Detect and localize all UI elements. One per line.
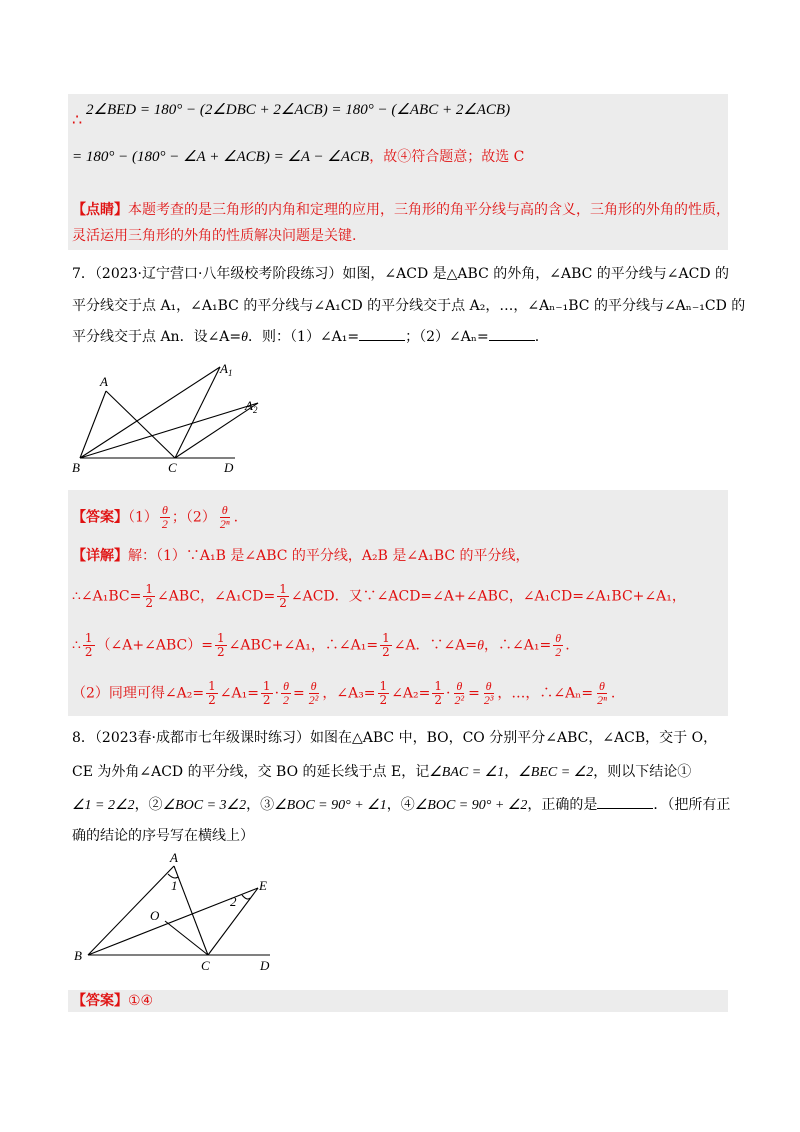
label-c: C (168, 460, 177, 475)
line-ac (106, 391, 175, 458)
q7-figure (70, 358, 260, 478)
q7-line-2: 平分线交于点 A₁，∠A₁BC 的平分线与∠A₁CD 的平分线交于点 A₂，…，∠Aₙ₋₁BC 的平分线与∠Aₙ₋₁CD 的 (72, 298, 746, 314)
label-angle-2: 2 (230, 894, 237, 909)
q8-line-3: ∠1 = 2∠2，②∠BOC = 3∠2，③∠BOC = 90° + ∠1，④∠BOC = 90° + ∠2，正确的是 ．（把所有正 (72, 797, 731, 813)
line-ca1 (175, 367, 220, 458)
label-angle-1: 1 (171, 878, 178, 893)
label-a: A (100, 374, 108, 389)
answer-block-q8 (68, 990, 728, 1012)
q7-detail-3: ∴ $\frac{1}{2}$ （∠A+∠ABC）= $\frac{1}{2}$ ∠ABC+∠A₁，∴∠A₁= $\frac{1}{2}$ ∠A．∵∠A=θ，∴∠A₁= $\frac{\theta}{2}$ . (72, 631, 570, 659)
answer-blank-2[interactable] (489, 328, 535, 341)
q7-line-3: 平分线交于点 An．设∠A=θ．则：（1）∠A₁= ；（2）∠Aₙ= . (72, 329, 540, 345)
answer-blank-1[interactable] (359, 328, 405, 341)
label-d: D (224, 460, 234, 475)
label-o: O (150, 908, 160, 923)
q8-line-4: 确的结论的序号写在横线上） (72, 828, 254, 844)
equation-line-2: = 180° − (180° − ∠A + ∠ACB) = ∠A − ∠ACB，故④符合题意；故选 C (72, 149, 525, 165)
line-ba (88, 866, 174, 955)
label-b: B (74, 948, 82, 963)
label-a1: $A_1$ (220, 361, 233, 378)
answer-blank-3[interactable] (597, 796, 653, 809)
line-ab (80, 391, 106, 458)
q7-detail-4: （2）同理可得∠A₂= $\frac{1}{2}$ ∠A₁= $\frac{1}{2}$ · $\frac{\theta}{2}$ = $\frac{\theta}{\text{2²}}$ ，∠A₃= $\frac{1}{2}$ ∠A₂= $\frac{1}{2}$ · $\frac{\theta}{\text{2²}}$ = $\frac{\theta}{\text{2³}}$ ，…，∴∠Aₙ= $\frac{\theta}{\text{2ⁿ}}$ . (72, 679, 616, 707)
q8-figure (70, 848, 280, 973)
comment-line-2: 灵活运用三角形的外角的性质解决问题是关键. (72, 228, 357, 244)
label-c: C (201, 958, 210, 973)
q7-detail-2: ∴∠A₁BC= $\frac{1}{2}$ ∠ABC，∠A₁CD= $\frac{1}{2}$ ∠ACD．又∵∠ACD=∠A+∠ABC，∠A₁CD=∠A₁BC+∠A₁， (72, 582, 686, 610)
q7-line-1: 7．（2023·辽宁营口·八年级校考阶段练习）如图，∠ACD 是△ABC 的外角，∠ABC 的平分线与∠ACD 的 (72, 266, 730, 282)
fraction: $\frac{\theta}{2}$ (161, 503, 168, 531)
therefore-symbol: ∴ (72, 110, 83, 129)
comment-line-1: 【点睛】本题考查的是三角形的内角和定理的应用，三角形的角平分线与高的含义，三角形的外角的性质， (72, 202, 730, 218)
q7-detail-1: 【详解】解：（1）∵A₁B 是∠ABC 的平分线，A₂B 是∠A₁BC 的平分线， (72, 548, 530, 564)
line-ba2 (80, 403, 258, 458)
label-b: B (72, 460, 80, 475)
q8-answer: 【答案】①④ (72, 993, 154, 1009)
angle-2-arc (242, 895, 250, 899)
label-a: A (170, 850, 178, 865)
q7-answer: 【答案】（1） $\frac{\theta}{2}$ ；（2） $\frac{\theta}{\text{2ⁿ}}$ . (72, 503, 239, 531)
label-e: E (259, 878, 267, 893)
label-a2: $A_2$ (245, 398, 258, 415)
equation-line-1: 2∠BED = 180° − (2∠DBC + 2∠ACB) = 180° − (∠ABC + 2∠ACB) (86, 102, 511, 118)
label-d: D (260, 958, 270, 973)
q8-line-1: 8．（2023春·成都市七年级课时练习）如图在△ABC 中，BO，CO 分别平分∠ABC，∠ACB，交于 O， (72, 730, 718, 746)
q8-line-2: CE 为外角∠ACD 的平分线，交 BO 的延长线于点 E，记∠BAC = ∠1，∠BEC = ∠2，则以下结论① (72, 764, 692, 780)
fraction: $\frac{\theta}{\text{2ⁿ}}$ (219, 503, 230, 531)
